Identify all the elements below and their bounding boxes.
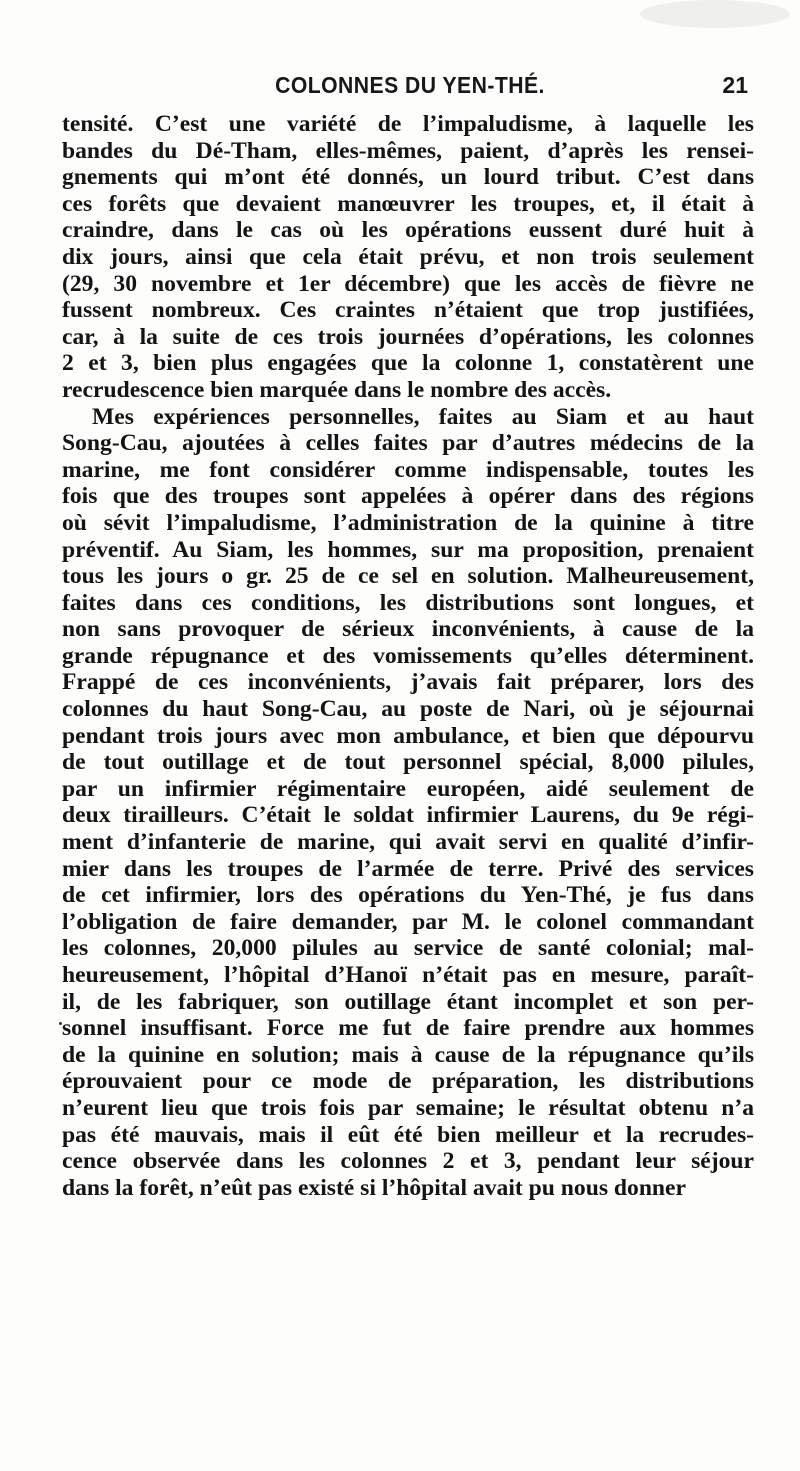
text-line: de cet infirmier, lors des opérations du Yen-Thé, je fus dans bbox=[62, 882, 754, 909]
text-line: (29, 30 novembre et 1er décembre) que les accès de fièvre ne bbox=[62, 270, 754, 297]
paragraph bbox=[62, 404, 754, 1202]
text-line: cence observée dans les colonnes 2 et 3, pendant leur séjour bbox=[62, 1148, 754, 1175]
page-header bbox=[60, 72, 760, 106]
text-line: où sévit l’impaludisme, l’administration de la quinine à titre bbox=[62, 509, 754, 536]
text-line: les colonnes, 20,000 pilules au service de santé colonial; mal- bbox=[62, 935, 754, 962]
text-line: fussent nombreux. Ces craintes n’étaient que trop justifiées, bbox=[62, 297, 754, 324]
text-line: colonnes du haut Song-Cau, au poste de Nari, où je séjournai bbox=[62, 696, 754, 723]
text-line: tensité. C’est une variété de l’impaludisme, à laquelle les bbox=[62, 111, 754, 137]
margin-speck bbox=[59, 1022, 62, 1025]
text-line: 2 et 3, bien plus engagées que la colonne 1, constatèrent une bbox=[62, 350, 754, 377]
text-line: sonnel insuffisant. Force me fut de faire prendre aux hommes bbox=[62, 1015, 754, 1042]
text-line: marine, me font considérer comme indispensable, toutes les bbox=[62, 456, 754, 483]
text-line: gnements qui m’ont été donnés, un lourd tribut. C’est dans bbox=[62, 164, 754, 191]
running-head: COLONNES DU YEN-THÉ. bbox=[275, 72, 545, 98]
text-line: dix jours, ainsi que cela était prévu, et non trois seulement bbox=[62, 243, 754, 270]
paragraph bbox=[62, 111, 754, 404]
text-line: ment d’infanterie de marine, qui avait servi en qualité d’infir- bbox=[62, 829, 754, 856]
text-line: Frappé de ces inconvénients, j’avais fait préparer, lors des bbox=[62, 669, 754, 696]
text-line: non sans provoquer de sérieux inconvénients, à cause de la bbox=[62, 616, 754, 643]
paper-stain bbox=[640, 0, 790, 28]
body-text bbox=[62, 111, 754, 1201]
text-line: fois que des troupes sont appelées à opérer dans des régions bbox=[62, 483, 754, 510]
text-line: mier dans les troupes de l’armée de terre. Privé des services bbox=[62, 855, 754, 882]
text-line: grande répugnance et des vomissements qu’elles déterminent. bbox=[62, 642, 754, 669]
text-line: ces forêts que devaient manœuvrer les troupes, et, il était à bbox=[62, 190, 754, 217]
text-line: de la quinine en solution; mais à cause de la répugnance qu’ils bbox=[62, 1041, 754, 1068]
text-line: Mes expériences personnelles, faites au Siam et au haut bbox=[92, 403, 754, 430]
text-line: l’obligation de faire demander, par M. le colonel commandant bbox=[62, 908, 754, 935]
text-line: il, de les fabriquer, son outillage étant incomplet et son per- bbox=[62, 988, 754, 1015]
text-line: faites dans ces conditions, les distributions sont longues, et bbox=[62, 589, 754, 616]
text-line: préventif. Au Siam, les hommes, sur ma proposition, prenaient bbox=[62, 536, 754, 563]
text-line: tous les jours o gr. 25 de ce sel en solution. Malheureusement, bbox=[62, 563, 754, 590]
text-line: pas été mauvais, mais il eût été bien meilleur et la recrudes- bbox=[62, 1121, 754, 1148]
text-line: heureusement, l’hôpital d’Hanoï n’était pas en mesure, paraît- bbox=[62, 962, 754, 988]
text-line: n’eurent lieu que trois fois par semaine; le résultat obtenu n’a bbox=[62, 1094, 754, 1121]
text-line: Song-Cau, ajoutées à celles faites par d’autres médecins de la bbox=[62, 430, 754, 457]
text-line: éprouvaient pour ce mode de préparation, les distributions bbox=[62, 1068, 754, 1095]
text-line: deux tirailleurs. C’était le soldat infirmier Laurens, du 9e régi- bbox=[62, 802, 754, 829]
page-number: 21 bbox=[722, 72, 748, 98]
text-line: recrudescence bien marquée dans le nombre des accès. bbox=[62, 376, 612, 403]
text-line: dans la forêt, n’eût pas existé si l’hôpital avait pu nous donner bbox=[62, 1174, 687, 1201]
text-line: car, à la suite de ces trois journées d’opérations, les colonnes bbox=[62, 323, 754, 350]
text-line: pendant trois jours avec mon ambulance, et bien que dépourvu bbox=[62, 722, 754, 749]
text-line: bandes du Dé-Tham, elles-mêmes, paient, d’après les rensei- bbox=[62, 137, 754, 164]
text-line: craindre, dans le cas où les opérations eussent duré huit à bbox=[62, 217, 754, 244]
text-line: par un infirmier régimentaire européen, aidé seulement de bbox=[62, 775, 754, 802]
text-line: de tout outillage et de tout personnel spécial, 8,000 pilules, bbox=[62, 749, 754, 776]
